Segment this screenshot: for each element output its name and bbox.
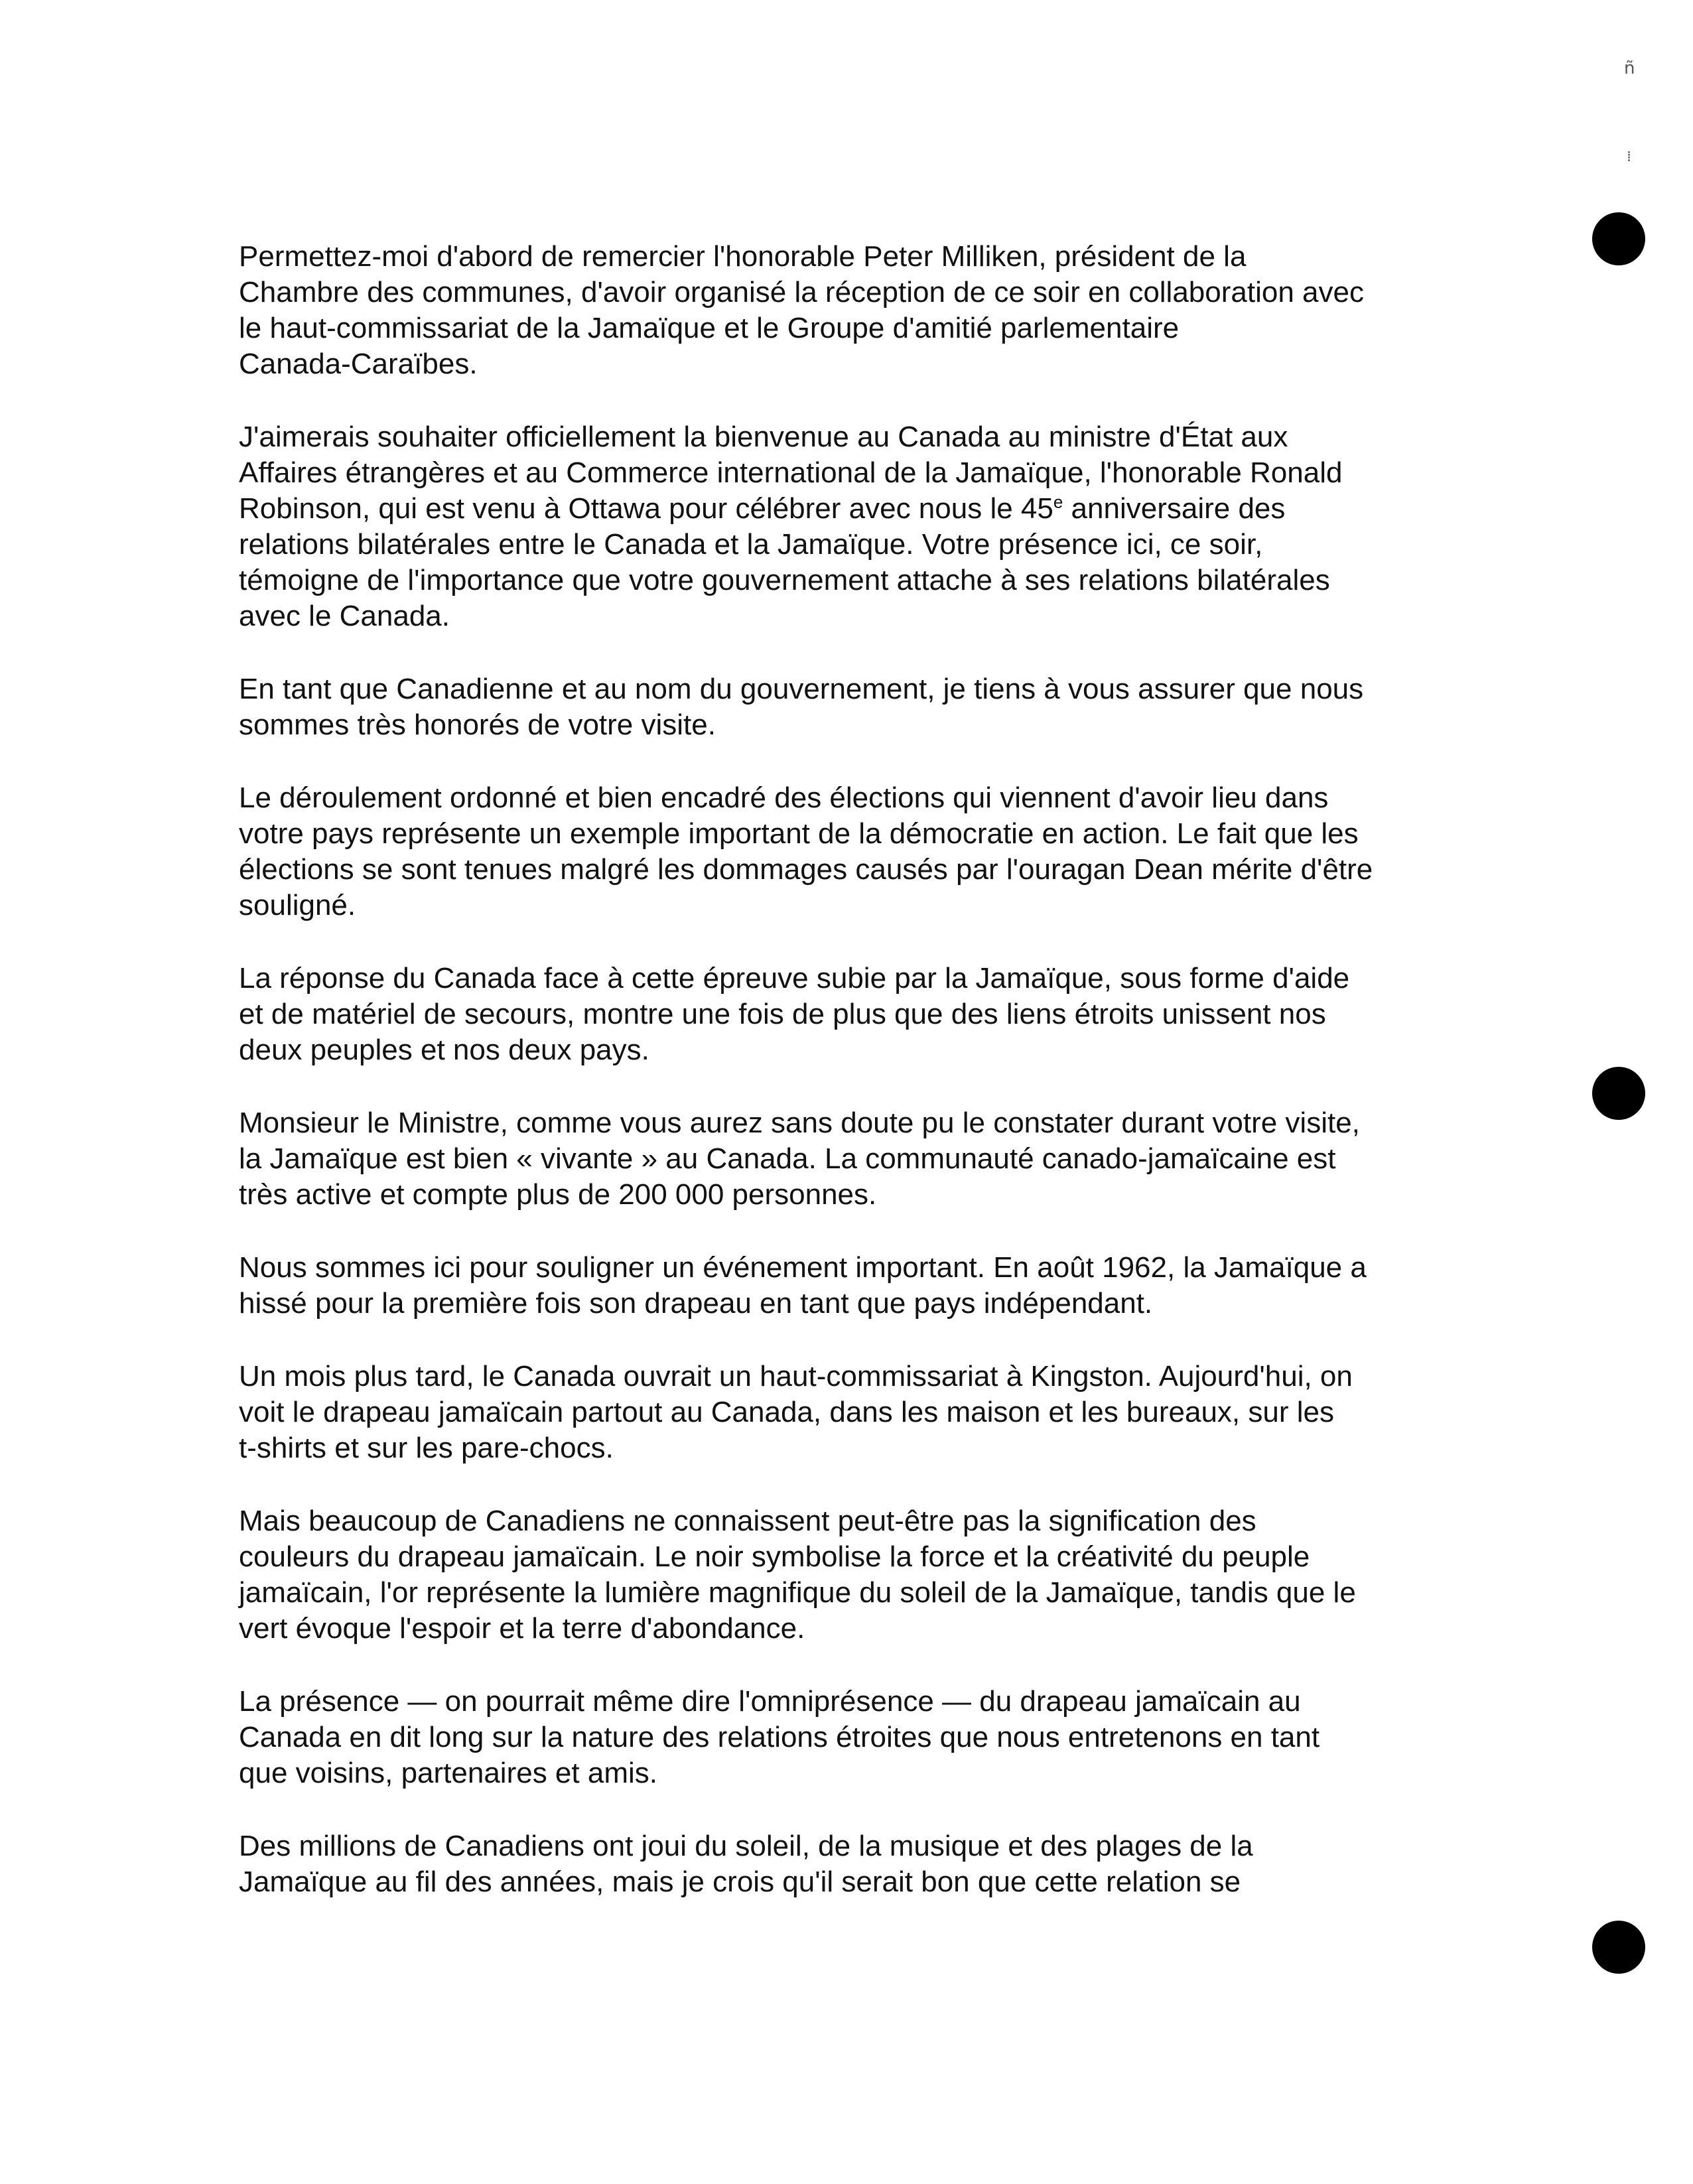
paragraph [239,419,1473,634]
binder-hole-icon [1592,1921,1645,1974]
paragraph: En tant que Canadienne et au nom du gouvernement, je tiens à vous assurer que nous sommes très honorés de votre visite. [239,673,1364,741]
binder-hole-icon [1592,212,1645,265]
paragraph: Mais beaucoup de Canadiens ne connaissent peut-être pas la signification des couleurs du drapeau jamaïcain. Le noir symbolise la force et la créativité du peuple jamaïcain, l'or représente la lumière magnifique du soleil de la Jamaïque, tandis que le vert évoque l'espoir et la terre d'abondance. [239,1505,1356,1645]
paragraph: Monsieur le Ministre, comme vous aurez sans doute pu le constater durant votre visite, la Jamaïque est bien « vivante » au Canada. La communauté canado-jamaïcaine est très active et compte plus de 200 000 personnes. [239,1107,1360,1211]
paragraph: Des millions de Canadiens ont joui du soleil, de la musique et des plages de la Jamaïque au fil des années, mais je crois qu'il serait bon que cette relation se [239,1830,1253,1898]
binder-hole-icon [1592,1067,1645,1120]
paragraph: Permettez-moi d'abord de remercier l'honorable Peter Milliken, président de la Chambre des communes, d'avoir organisé la réception de ce soir en collaboration avec le haut-commissariat de la Jamaïque et le Groupe d'amitié parlementaire Canada-Caraïbes. [239,240,1364,380]
speech-body [239,239,1473,1900]
paragraph: Nous sommes ici pour souligner un événement important. En août 1962, la Jamaïque a hissé pour la première fois son drapeau en tant que pays indépendant. [239,1251,1367,1320]
ordinal-superscript: e [1053,492,1063,512]
paragraph: La réponse du Canada face à cette épreuve subie par la Jamaïque, sous forme d'aide et de matériel de secours, montre une fois de plus que des liens étroits unissent nos deux peuples et nos deux pays. [239,962,1350,1066]
paragraph: Un mois plus tard, le Canada ouvrait un haut-commissariat à Kingston. Aujourd'hui, on voit le drapeau jamaïcain partout au Canada, dans les maison et les bureaux, sur les t-shirts et sur les pare-chocs. [239,1360,1353,1464]
paragraph: La présence — on pourrait même dire l'omniprésence — du drapeau jamaïcain au Canada en dit long sur la nature des relations étroites que nous entretenons en tant que voisins, partenaires et amis. [239,1685,1320,1789]
paragraph-text: anniversaire des relations bilatérales entre le Canada et la Jamaïque. Votre présence ici, ce soir, témoigne de l'importance que votre gouvernement attache à ses relations bilatérales avec le Canada. [239,492,1330,632]
paragraph-text: J'aimerais souhaiter officiellement la bienvenue au Canada au ministre d'État aux Affaires étrangères et au Commerce international de la Jamaïque, l'honorable Ronald Robinson, qui est venu à Ottawa pour célébrer avec nous le 45 [239,421,1343,525]
scan-mark: ñ [1624,58,1635,78]
paragraph: Le déroulement ordonné et bien encadré des élections qui viennent d'avoir lieu dans votre pays représente un exemple important de la démocratie en action. Le fait que les élections se sont tenues malgré les dommages causés par l'ouragan Dean mérite d'être souligné. [239,782,1373,921]
scan-mark: ⁞ [1627,149,1631,165]
